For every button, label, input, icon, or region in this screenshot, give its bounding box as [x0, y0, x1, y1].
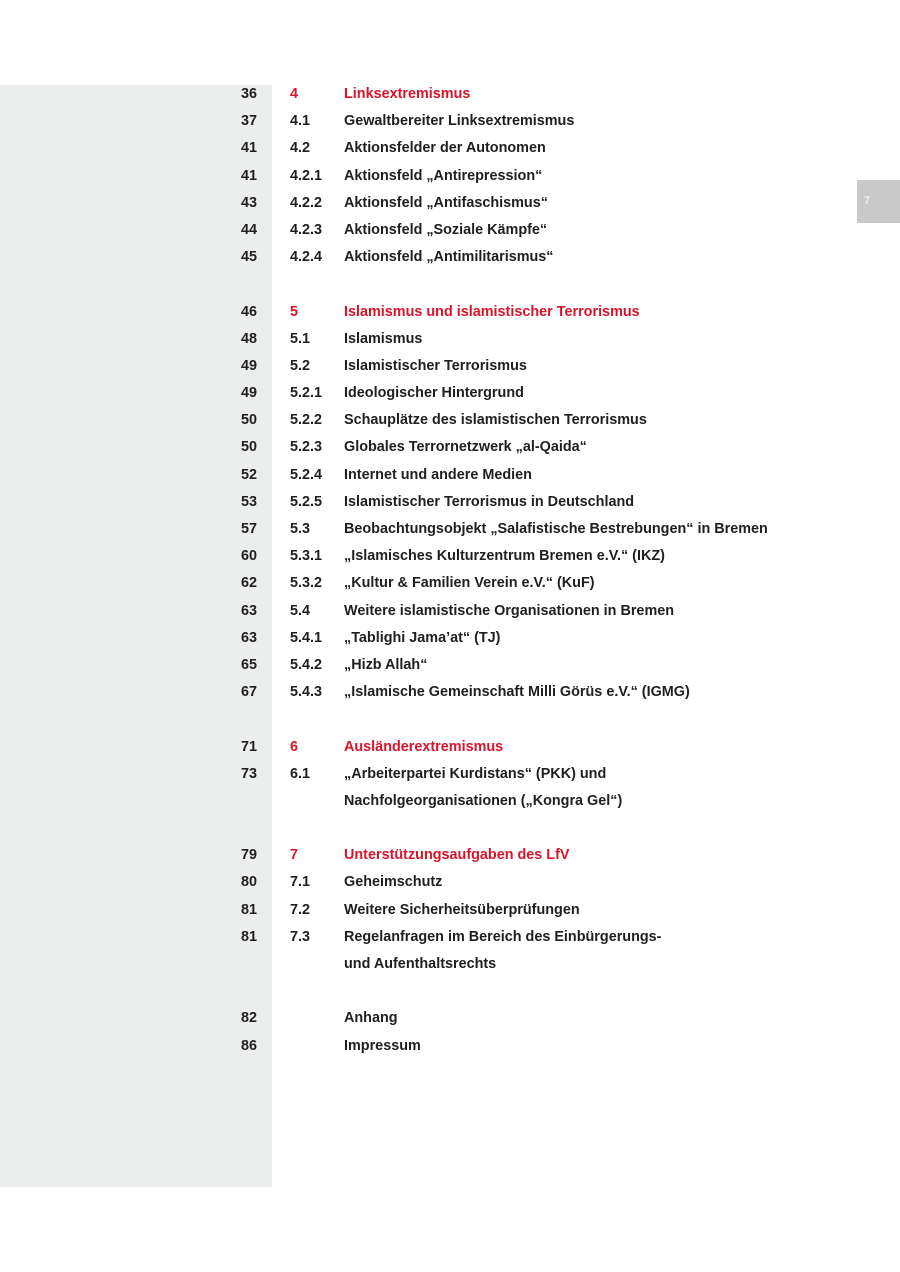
- toc-section-number: 5.2.3: [290, 439, 323, 456]
- toc-section-title: Islamismus und islamistischer Terrorismus: [344, 303, 640, 320]
- table-of-contents: [0, 81, 900, 1060]
- toc-section-title: Aktionsfelder der Autonomen: [344, 140, 546, 157]
- toc-section-title: Linksextremismus: [344, 86, 471, 102]
- toc-page-number: 63: [240, 629, 257, 646]
- toc-section-number: 5.2.2: [290, 412, 323, 429]
- toc-section-number: 5.2.1: [290, 385, 323, 402]
- toc-chapter-row[interactable]: [0, 734, 900, 761]
- toc-page-number: 71: [240, 738, 257, 755]
- toc-entry-row[interactable]: [0, 951, 900, 978]
- toc-section-title: Schauplätze des islamistischen Terrorismus: [344, 412, 647, 429]
- toc-page-number: 81: [240, 928, 257, 945]
- toc-entry-row[interactable]: [0, 353, 900, 380]
- toc-section-title: Weitere Sicherheitsüberprüfungen: [344, 901, 580, 918]
- toc-section-title: Geheimschutz: [344, 874, 443, 891]
- toc-section-number: 7: [290, 847, 299, 864]
- toc-page-number: 82: [240, 1010, 257, 1027]
- toc-section-title: „Arbeiterpartei Kurdistans“ (PKK) und: [344, 765, 607, 782]
- toc-entry-row[interactable]: [0, 570, 900, 597]
- toc-section-number: 7.2: [290, 901, 311, 918]
- toc-page-number: 57: [240, 521, 257, 537]
- section-gap: [0, 978, 900, 1005]
- toc-section-title: Internet und andere Medien: [344, 466, 532, 483]
- toc-section-number: 6: [290, 738, 299, 755]
- toc-section-number: 5.4.1: [290, 629, 323, 646]
- toc-section-number: 4.2.3: [290, 221, 323, 238]
- toc-page-number: 44: [240, 221, 257, 238]
- toc-entry-row[interactable]: [0, 788, 900, 815]
- toc-entry-row[interactable]: [0, 407, 900, 434]
- toc-section-number: 5.2.4: [290, 466, 323, 483]
- toc-section-number: 5.3: [290, 521, 311, 537]
- toc-page-number: 37: [240, 113, 257, 130]
- toc-page-number: 48: [240, 330, 257, 347]
- toc-section-number: 6.1: [290, 765, 311, 782]
- toc-page-number: 62: [240, 575, 257, 592]
- section-gap: [0, 271, 900, 298]
- toc-section-title: Islamismus: [344, 330, 423, 347]
- toc-page-number: 46: [240, 303, 257, 320]
- toc-section-title: Impressum: [344, 1037, 421, 1054]
- toc-chapter-row[interactable]: [0, 299, 900, 326]
- toc-section-number: 7.1: [290, 874, 311, 891]
- toc-section-title: Islamistischer Terrorismus in Deutschland: [344, 493, 635, 510]
- toc-entry-row[interactable]: [0, 897, 900, 924]
- toc-section-title: „Hizb Allah“: [344, 656, 428, 673]
- toc-section-title: „Kultur & Familien Verein e.V.“ (KuF): [344, 575, 595, 592]
- toc-section-number: 4: [290, 86, 299, 102]
- toc-entry-row[interactable]: [0, 489, 900, 516]
- toc-page-number: 80: [240, 874, 257, 891]
- toc-entry-row[interactable]: [0, 434, 900, 461]
- toc-page-number: 67: [240, 684, 257, 701]
- toc-chapter-row[interactable]: [0, 842, 900, 869]
- toc-section-title: Aktionsfeld „Antimilitarismus“: [344, 249, 554, 266]
- toc-entry-row[interactable]: [0, 244, 900, 271]
- toc-entry-row[interactable]: [0, 761, 900, 788]
- toc-section-title: Ideologischer Hintergrund: [344, 385, 524, 402]
- toc-section-number: 5.4: [290, 602, 311, 619]
- toc-entry-row[interactable]: [0, 108, 900, 135]
- toc-entry-row[interactable]: [0, 625, 900, 652]
- toc-section-title: Weitere islamistische Organisationen in Bremen: [344, 602, 675, 619]
- toc-entry-row[interactable]: [0, 217, 900, 244]
- toc-page-number: 81: [240, 901, 257, 918]
- toc-entry-row[interactable]: [0, 1005, 900, 1032]
- toc-page-number: 41: [240, 140, 257, 157]
- toc-section-number: 5.3.1: [290, 548, 323, 565]
- toc-section-number: 5.3.2: [290, 575, 323, 592]
- toc-page-number: 43: [240, 194, 257, 211]
- toc-section-title: Aktionsfeld „Antirepression“: [344, 167, 543, 184]
- section-gap: [0, 706, 900, 733]
- toc-entry-row[interactable]: [0, 190, 900, 217]
- toc-section-title: Aktionsfeld „Soziale Kämpfe“: [344, 221, 548, 238]
- toc-entry-row[interactable]: [0, 326, 900, 353]
- toc-section-number: 4.2.2: [290, 194, 323, 211]
- toc-section-title: Globales Terrornetzwerk „al-Qaida“: [344, 439, 587, 456]
- toc-chapter-row[interactable]: [0, 81, 900, 108]
- toc-section-title: Aktionsfeld „Antifaschismus“: [344, 194, 548, 211]
- toc-entry-row[interactable]: [0, 924, 900, 951]
- toc-section-title: Islamistischer Terrorismus: [344, 357, 527, 374]
- toc-entry-row[interactable]: [0, 652, 900, 679]
- toc-section-number: 4.2: [290, 140, 311, 157]
- toc-section-title: „Islamisches Kulturzentrum Bremen e.V.“ (IKZ): [344, 548, 665, 565]
- toc-entry-row[interactable]: [0, 135, 900, 162]
- toc-section-title: Gewaltbereiter Linksextremismus: [344, 113, 575, 130]
- toc-page-number: 41: [240, 167, 257, 184]
- toc-section-title: „Islamische Gemeinschaft Milli Görüs e.V.“ (IGMG): [344, 684, 690, 701]
- toc-section-title: „Tablighi Jama’at“ (TJ): [344, 629, 501, 646]
- toc-section-number: 7.3: [290, 928, 311, 945]
- toc-section-number: 5.2.5: [290, 493, 323, 510]
- toc-section-number: 5.2: [290, 357, 311, 374]
- toc-entry-row[interactable]: [0, 163, 900, 190]
- toc-section-title: Unterstützungsaufgaben des LfV: [344, 847, 570, 864]
- toc-page-number: 36: [240, 86, 257, 102]
- toc-section-number: 5.4.2: [290, 656, 323, 673]
- toc-page-number: 52: [240, 466, 257, 483]
- toc-entry-row[interactable]: [0, 679, 900, 706]
- toc-page-number: 73: [240, 765, 257, 782]
- toc-section-title: Beobachtungsobjekt „Salafistische Bestrebungen“ in Bremen: [344, 521, 768, 537]
- toc-section-title: Ausländerextremismus: [344, 738, 504, 755]
- toc-section-title: und Aufenthaltsrechts: [344, 956, 497, 972]
- page-number: 7: [864, 195, 871, 207]
- toc-entry-row[interactable]: [0, 380, 900, 407]
- toc-section-number: 5.1: [290, 330, 311, 347]
- toc-page-number: 60: [240, 548, 257, 565]
- toc-page-number: 49: [240, 385, 257, 402]
- toc-section-number: 4.2.1: [290, 167, 323, 184]
- toc-page-number: 86: [240, 1037, 257, 1054]
- toc-page-number: 79: [240, 847, 257, 864]
- toc-page-number: 49: [240, 357, 257, 374]
- toc-page-number: 53: [240, 493, 257, 510]
- toc-section-number: 5.4.3: [290, 684, 323, 701]
- toc-entry-row[interactable]: [0, 462, 900, 489]
- toc-section-title: Regelanfragen im Bereich des Einbürgerungs-: [344, 928, 662, 945]
- toc-page-number: 63: [240, 602, 257, 619]
- toc-page-number: 45: [240, 249, 257, 266]
- toc-page-number: 50: [240, 412, 257, 429]
- toc-entry-row[interactable]: [0, 516, 900, 543]
- toc-entry-row[interactable]: [0, 598, 900, 625]
- toc-entry-row[interactable]: [0, 543, 900, 570]
- toc-section-number: 4.1: [290, 113, 311, 130]
- section-gap: [0, 815, 900, 842]
- toc-entry-row[interactable]: [0, 1033, 900, 1060]
- toc-entry-row[interactable]: [0, 869, 900, 896]
- toc-page-number: 65: [240, 656, 257, 673]
- toc-section-number: 5: [290, 303, 299, 320]
- toc-section-title: Nachfolgeorganisationen („Kongra Gel“): [344, 792, 623, 809]
- toc-page-number: 50: [240, 439, 257, 456]
- toc-section-number: 4.2.4: [290, 249, 323, 266]
- toc-section-title: Anhang: [344, 1010, 398, 1027]
